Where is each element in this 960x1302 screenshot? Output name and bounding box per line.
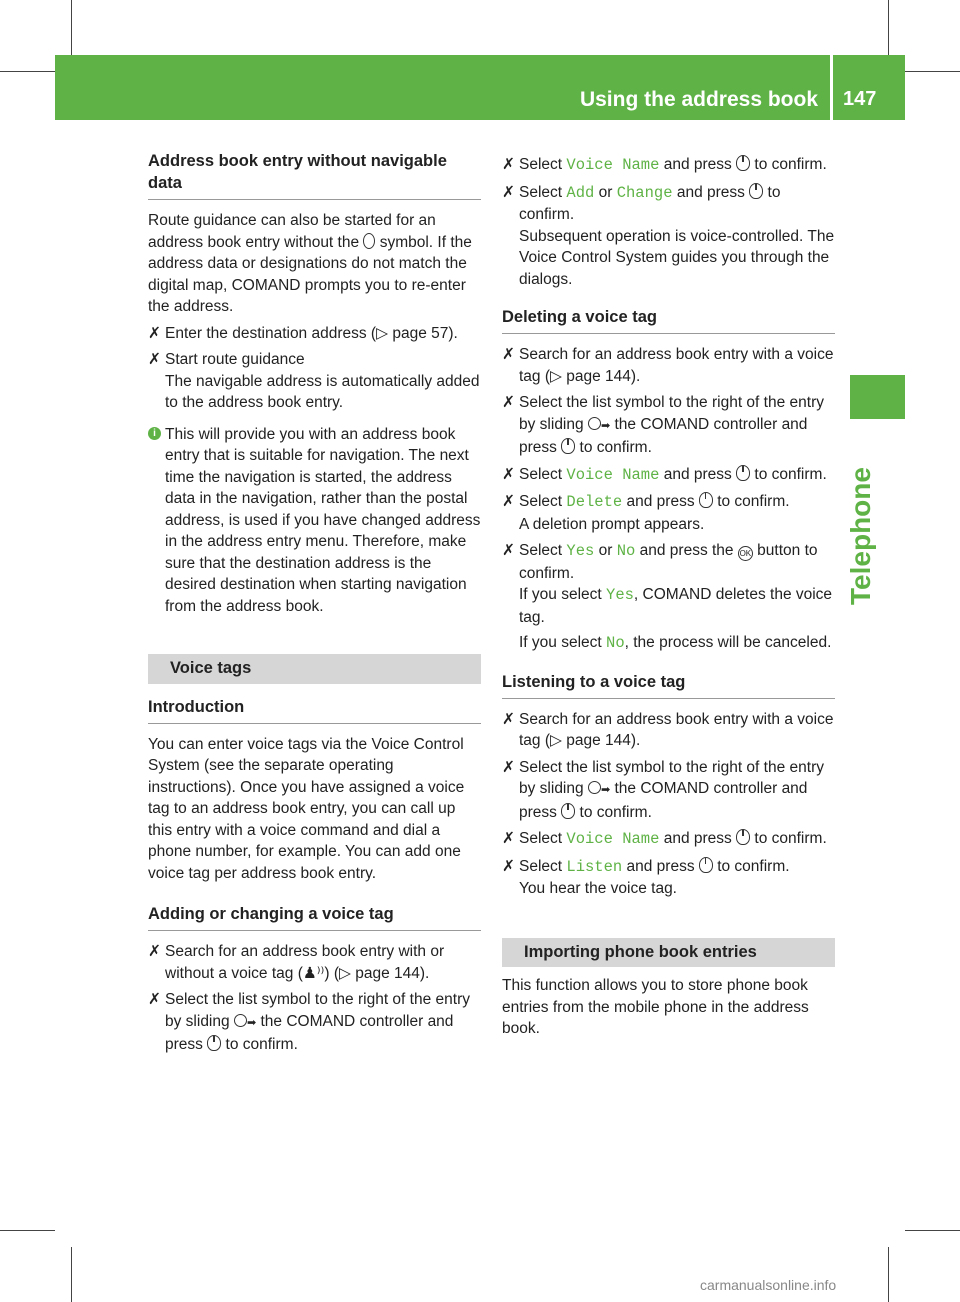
step-arrow-icon: ✗ — [502, 465, 515, 483]
step-arrow-icon: ✗ — [502, 758, 515, 776]
arrow-right-icon: ➡ — [246, 1016, 257, 1029]
heading-introduction: Introduction — [148, 696, 481, 724]
page-ref-icon: ▷ — [376, 324, 389, 342]
step-item — [148, 989, 481, 1056]
crop-mark — [71, 1247, 72, 1302]
crop-mark — [888, 0, 889, 55]
crop-mark — [905, 1230, 960, 1231]
text: Subsequent operation is voice-controlled. The Voice Control System guides you through the dialogs. — [519, 227, 835, 288]
menu-item-listen: Listen — [566, 857, 623, 876]
step-arrow-icon: ✗ — [148, 943, 161, 960]
watermark: carmanualsonline.info — [700, 1277, 837, 1293]
info-note — [148, 424, 481, 618]
text: Route guidance can also be started for an address book entry without the — [148, 212, 436, 251]
side-tab-marker — [850, 375, 905, 419]
step-item — [502, 392, 835, 459]
text: Select the list symbol to the right of the entry by sliding — [519, 394, 824, 433]
arrow-right-icon: ➡ — [600, 784, 611, 796]
menu-item-change: Change — [616, 183, 673, 202]
step-item — [502, 757, 835, 824]
text: A deletion prompt appears. — [519, 515, 705, 533]
press-controller-icon — [561, 438, 575, 454]
step-item — [502, 540, 835, 655]
page-title: Using the address book — [579, 88, 818, 111]
step-item — [502, 464, 835, 487]
step-item — [502, 154, 835, 177]
text: Select — [519, 465, 567, 483]
text: and press the — [635, 542, 738, 559]
page-ref-icon: ▷ — [550, 732, 562, 749]
step-arrow-icon: ✗ — [502, 857, 515, 875]
text: to confirm. — [750, 830, 827, 847]
step-arrow-icon: ✗ — [502, 493, 515, 510]
press-controller-icon — [736, 829, 750, 845]
step-arrow-icon: ✗ — [502, 156, 515, 173]
press-controller-icon — [736, 465, 750, 481]
text: ) ( — [324, 964, 340, 982]
heading-listening-voice-tag: Listening to a voice tag — [502, 671, 835, 699]
slide-controller-icon — [588, 417, 601, 430]
crop-mark — [0, 71, 55, 72]
crop-mark — [888, 1247, 889, 1302]
text: to confirm. — [221, 1036, 298, 1053]
menu-item-no: No — [616, 542, 636, 560]
section-voice-tags: Voice tags — [148, 654, 481, 684]
step-arrow-icon: ✗ — [148, 324, 161, 342]
ok-button-icon: OK — [738, 546, 753, 561]
text: to confirm. — [519, 183, 781, 223]
text: button to confirm. — [519, 542, 818, 582]
menu-item-voice-name: Voice Name — [566, 156, 660, 174]
menu-item-yes: Yes — [606, 586, 634, 604]
crop-mark — [0, 1230, 55, 1231]
menu-item-voice-name: Voice Name — [566, 830, 660, 848]
press-controller-icon — [561, 803, 575, 819]
text: Search for an address book entry with a voice tag ( — [519, 346, 834, 385]
step-arrow-icon: ✗ — [502, 346, 515, 363]
left-column — [148, 150, 481, 1056]
text: The navigable address is automatically added to the address book entry. — [165, 372, 480, 411]
step-arrow-icon: ✗ — [148, 351, 161, 368]
slide-controller-icon — [234, 1014, 247, 1027]
text: If you select — [519, 586, 607, 603]
menu-item-add: Add — [566, 183, 595, 202]
text: or — [594, 183, 617, 201]
heading-adding-voice-tag: Adding or changing a voice tag — [148, 903, 481, 931]
press-controller-icon — [207, 1035, 221, 1051]
arrow-right-icon: ➡ — [600, 419, 611, 432]
navigation-symbol-icon — [363, 233, 375, 249]
text: and press — [659, 465, 737, 483]
paragraph: This function allows you to store phone book entries from the mobile phone in the address book. — [502, 977, 809, 1037]
step-item — [502, 709, 835, 752]
step-arrow-icon: ✗ — [502, 183, 515, 201]
text: Select — [519, 156, 567, 173]
menu-item-yes: Yes — [566, 542, 595, 560]
text: the COMAND controller and press — [165, 1012, 454, 1053]
step-arrow-icon: ✗ — [502, 710, 515, 728]
text: Search for an address book entry with or without a voice tag ( — [165, 943, 445, 982]
text: to confirm. — [712, 857, 790, 875]
text: and press — [622, 493, 699, 510]
page-ref-icon: ▷ — [550, 367, 562, 385]
page-ref-icon: ▷ — [339, 964, 351, 982]
text: If you select — [519, 634, 607, 651]
text: Select — [519, 493, 567, 510]
heading-deleting-voice-tag: Deleting a voice tag — [502, 306, 835, 334]
text: Enter the destination address ( — [165, 324, 377, 342]
step-item — [502, 856, 835, 900]
side-tab-label: Telephone — [845, 467, 876, 605]
text: Start route guidance — [165, 351, 305, 368]
text: You hear the voice tag. — [519, 880, 677, 897]
text: the COMAND controller and press — [519, 780, 808, 821]
step-item — [148, 349, 481, 414]
step-item — [148, 941, 481, 984]
header-separator — [830, 55, 833, 120]
slide-controller-icon — [588, 781, 601, 794]
step-item — [502, 344, 835, 387]
text: , the process will be canceled. — [624, 634, 832, 651]
press-controller-icon — [749, 183, 763, 199]
text: page 144). — [561, 367, 641, 385]
text: to confirm. — [712, 493, 790, 510]
menu-item-no: No — [606, 634, 625, 652]
text: to confirm. — [750, 465, 827, 483]
text: or — [594, 542, 617, 559]
paragraph: You can enter voice tags via the Voice Control System (see the separate operating instructions). Once you have assigned a voice tag to an address book entry, you can call up this entry with a voice command and dial a phone number, for example. You can add one voice tag per address book entry. — [148, 735, 465, 882]
text: This will provide you with an address book entry that is suitable for navigation. The next time the navigation is started, the address data in the navigation, rather than the postal address, is used if you have changed address in the address entry menu. Therefore, make sure that the destination address is the desired destination when starting navigation from the address book. — [165, 425, 481, 615]
step-arrow-icon: ✗ — [148, 991, 161, 1008]
press-controller-icon — [736, 155, 750, 171]
text: Search for an address book entry with a voice tag ( — [519, 710, 834, 749]
text: Select — [519, 183, 567, 201]
crop-mark — [71, 0, 72, 55]
page-number: 147 — [843, 88, 877, 110]
paragraph — [148, 210, 481, 318]
text: page 144). — [350, 964, 430, 982]
text: to confirm. — [575, 439, 652, 456]
voice-tag-icon: ♟⁾⁾ — [302, 964, 325, 982]
text: Select — [519, 542, 567, 559]
section-importing-phone-book: Importing phone book entries — [502, 938, 835, 968]
step-item — [502, 828, 835, 851]
text: symbol. If the address data or designations do not match the digital map, COMAND prompts you to re-enter the address. — [148, 233, 472, 315]
text: , COMAND deletes the voice tag. — [519, 586, 833, 626]
step-arrow-icon: ✗ — [502, 830, 515, 847]
crop-mark — [905, 71, 960, 72]
step-item — [148, 323, 481, 345]
step-arrow-icon: ✗ — [502, 394, 515, 411]
text: the COMAND controller and press — [519, 415, 808, 456]
text: Select the list symbol to the right of the entry by sliding — [165, 991, 470, 1030]
text: to confirm. — [575, 803, 652, 821]
step-arrow-icon: ✗ — [502, 542, 515, 559]
info-icon: i — [148, 427, 161, 440]
heading-no-navigable-data: Address book entry without navigable data — [148, 150, 481, 200]
press-controller-icon — [699, 492, 713, 508]
press-controller-icon — [699, 857, 713, 873]
text: and press — [659, 830, 737, 847]
right-column — [502, 150, 835, 1040]
text: Select — [519, 857, 567, 875]
menu-item-voice-name: Voice Name — [566, 465, 660, 484]
text: to confirm. — [750, 156, 827, 173]
text: and press — [659, 156, 737, 173]
text: page 144). — [561, 732, 641, 749]
text: Select the list symbol to the right of the entry by sliding — [519, 758, 824, 797]
text: Select — [519, 830, 567, 847]
text: page 57). — [388, 324, 458, 342]
step-item — [502, 491, 835, 535]
text: and press — [672, 183, 750, 201]
menu-item-delete: Delete — [566, 493, 623, 511]
step-item — [502, 182, 835, 291]
text: and press — [622, 857, 699, 875]
